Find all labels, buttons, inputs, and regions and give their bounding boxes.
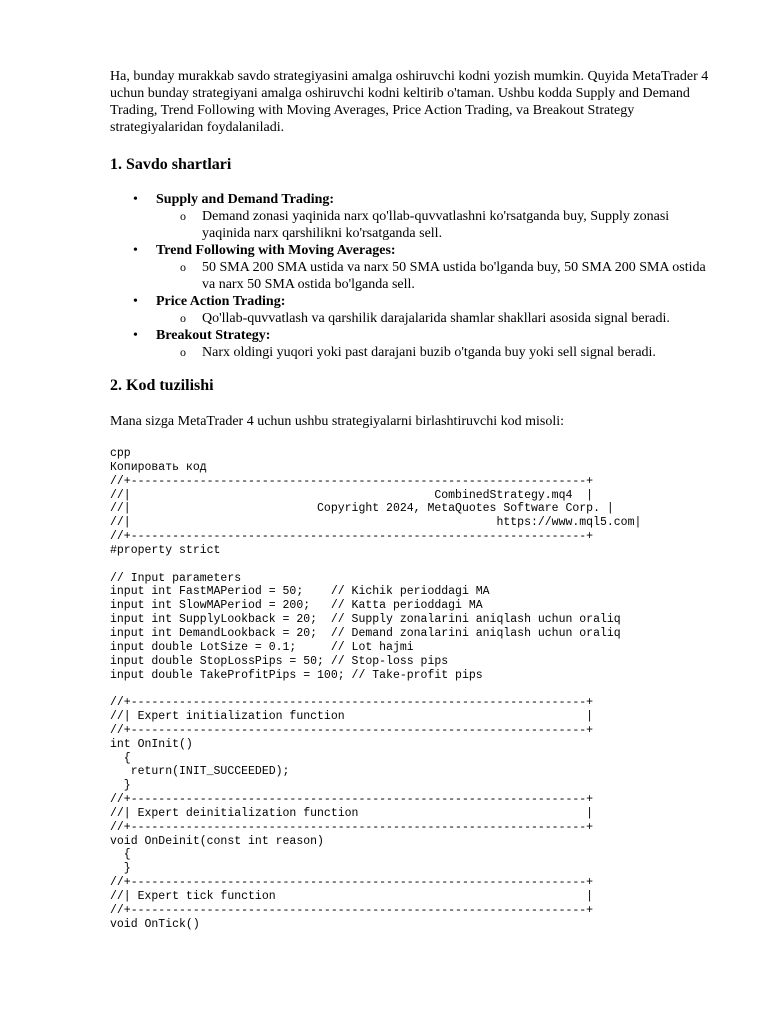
strategy-detail-item	[156, 310, 720, 327]
strategy-detail: Demand zonasi yaqinida narx qo'llab-quvvatlashni ko'rsatganda buy, Supply zonasi yaqinida narx qarshilikni ko'rsatganda sell.	[202, 209, 670, 241]
code-line: void OnDeinit(const int reason)	[110, 834, 324, 848]
circle-bullet-icon: o	[180, 345, 186, 359]
code-line: return(INIT_SUCCEEDED);	[110, 765, 290, 779]
code-line: input int DemandLookback = 20; // Demand zonalarini aniqlash uchun oraliq	[110, 626, 621, 640]
code-line: {	[110, 848, 131, 862]
code-line: //| Expert tick function |	[110, 890, 594, 903]
strategy-detail-item	[156, 208, 720, 242]
code-line: input double StopLossPips = 50; // Stop-loss pips	[110, 654, 449, 668]
document-page	[110, 68, 720, 932]
bullet-icon: •	[133, 328, 138, 343]
circle-bullet-icon: o	[180, 311, 186, 325]
strategy-detail-item	[156, 344, 720, 361]
code-line: //| Expert initialization function |	[110, 710, 594, 724]
strategy-title: Trend Following with Moving Averages:	[156, 243, 396, 258]
code-line: input int FastMAPeriod = 50; // Kichik perioddagi MA	[110, 585, 490, 599]
code-line: #property strict	[110, 543, 221, 557]
code-line: //| Expert deinitialization function |	[110, 806, 594, 820]
strategy-item	[110, 242, 720, 293]
code-line: //+------------------------------------------------------------------+	[110, 723, 594, 737]
code-block	[110, 447, 720, 932]
code-line	[110, 682, 720, 696]
code-line: Копировать код	[110, 460, 207, 474]
code-line: input int SlowMAPeriod = 200; // Katta perioddagi MA	[110, 599, 483, 613]
strategy-title: Breakout Strategy:	[156, 328, 271, 343]
code-line: //| Copyright 2024, MetaQuotes Software Corp. |	[110, 502, 614, 516]
code-line: //+------------------------------------------------------------------+	[110, 903, 594, 917]
strategy-item	[110, 191, 720, 242]
bullet-icon: •	[133, 294, 138, 309]
code-line	[110, 558, 720, 572]
code-line: //+------------------------------------------------------------------+	[110, 530, 594, 544]
code-line: int OnInit()	[110, 737, 193, 751]
strategy-detail: Narx oldingi yuqori yoki past darajani buzib o'tganda buy yoki sell signal beradi.	[202, 345, 656, 360]
strategy-item	[110, 293, 720, 327]
strategy-item	[110, 327, 720, 361]
intro-paragraph: Ha, bunday murakkab savdo strategiyasini amalga oshiruvchi kodni yozish mumkin. Quyida MetaTrader 4 uchun bunday strategiyani amalga oshiruvchi kodni keltirib o'taman. Ushbu kodda Supply and Demand Trading, Trend Following with Moving Averages, Price Action Trading, va Breakout Strategy strategiyalaridan foydalaniladi.	[110, 69, 709, 135]
strategy-title: Price Action Trading:	[156, 294, 286, 309]
code-line: //+------------------------------------------------------------------+	[110, 474, 594, 488]
code-line: input double TakeProfitPips = 100; // Take-profit pips	[110, 668, 483, 682]
bullet-icon: •	[133, 192, 138, 207]
circle-bullet-icon: o	[180, 260, 186, 274]
code-line: // Input parameters	[110, 571, 242, 585]
code-line: //+------------------------------------------------------------------+	[110, 696, 594, 710]
code-line: //+------------------------------------------------------------------+	[110, 793, 594, 807]
strategy-title: Supply and Demand Trading:	[156, 192, 335, 207]
section-2-heading: 2. Kod tuzilishi	[110, 377, 214, 394]
code-line: input int SupplyLookback = 20; // Supply zonalarini aniqlash uchun oraliq	[110, 613, 621, 627]
code-line: //+------------------------------------------------------------------+	[110, 820, 594, 834]
section-2-intro: Mana sizga MetaTrader 4 uchun ushbu strategiyalarni birlashtiruvchi kod misoli:	[110, 414, 565, 429]
strategy-list	[110, 191, 720, 361]
section-1-heading: 1. Savdo shartlari	[110, 156, 232, 173]
code-line: //| https://www.mql5.com|	[110, 516, 642, 530]
code-line: //| CombinedStrategy.mq4 |	[110, 488, 594, 502]
code-line: //+------------------------------------------------------------------+	[110, 876, 594, 890]
code-line: }	[110, 862, 131, 876]
code-line: void OnTick()	[110, 917, 200, 931]
circle-bullet-icon: o	[180, 209, 186, 223]
code-line: cpp	[110, 447, 131, 460]
strategy-detail-item	[156, 259, 720, 293]
strategy-detail: Qo'llab-quvvatlash va qarshilik darajalarida shamlar shakllari asosida signal beradi.	[202, 311, 670, 326]
code-line: }	[110, 779, 131, 793]
code-line: input double LotSize = 0.1; // Lot hajmi	[110, 640, 414, 654]
bullet-icon: •	[133, 243, 138, 258]
strategy-detail: 50 SMA 200 SMA ustida va narx 50 SMA ustida bo'lganda buy, 50 SMA 200 SMA ostida va narx 50 SMA ostida bo'lganda sell.	[202, 260, 706, 292]
code-line: {	[110, 751, 131, 765]
